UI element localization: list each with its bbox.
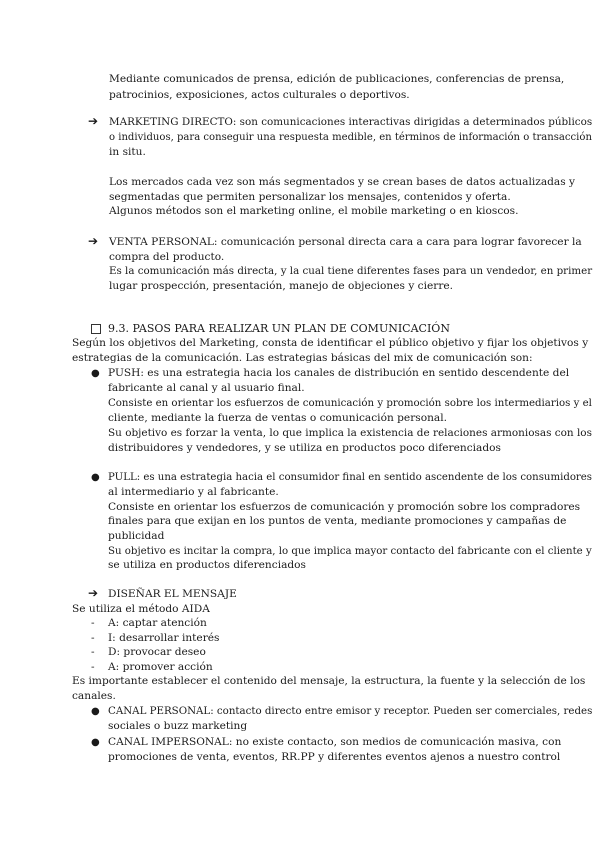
bullet-icon: ● [91,706,100,717]
disenar-heading: DISEÑAR EL MENSAJE [108,588,237,600]
push-line-5: Su objetivo es forzar la venta, lo que implica la existencia de relaciones armoniosas con los [108,427,592,439]
dash-icon: - [91,646,95,658]
pull-line-4: finales para que exijan en los puntos de venta, mediante promociones y campañas de [108,515,567,527]
bullet-icon: ● [91,368,100,379]
venta-personal-line-2: compra del producto. [109,251,225,263]
aida-item-a2: A: promover acción [108,661,213,673]
bullet-icon: ● [91,737,100,748]
aida-item-i: I: desarrollar interés [108,632,220,644]
venta-personal-line-3: Es la comunicación más directa, y la cual tiene diferentes fases para un vendedor, en primer [109,265,593,277]
aida-item-a: A: captar atención [108,617,207,629]
canal-impersonal-line-2: promociones de venta, eventos, RR.PP y diferentes eventos ajenos a nuestro control [108,751,561,763]
push-line-3: Consiste en orientar los esfuerzos de comunicación y promoción sobre los intermediarios y el [108,397,592,409]
arrow-icon: ➔ [88,234,99,248]
canal-personal-line-1: CANAL PERSONAL: contacto directo entre emisor y receptor. Pueden ser comerciales, redes [108,705,593,717]
mercados-line-1: Los mercados cada vez son más segmentados y se crean bases de datos actualizadas y [109,176,576,188]
intro-line-1: Mediante comunicados de prensa, edición de publicaciones, conferencias de prensa, [109,73,565,85]
pull-line-7: se utiliza en productos diferenciados [108,559,306,571]
checkbox-icon [91,324,101,334]
push-line-2: fabricante al canal y al usuario final. [108,382,305,394]
push-line-6: distribuidores y vendedores, y se utiliza en productos poco diferenciados [108,442,501,454]
bullet-icon: ● [91,472,100,483]
marketing-directo-line-3: in situ. [109,146,146,158]
venta-personal-line-4: lugar prospección, presentación, manejo de objeciones y cierre. [109,280,454,292]
pull-line-1: PULL: es una estrategia hacia el consumidor final en sentido ascendente de los consumidores [108,471,592,483]
canal-personal-line-2: sociales o buzz marketing [108,720,248,732]
venta-personal-line-1: VENTA PERSONAL: comunicación personal directa cara a cara para lograr favorecer la [109,236,582,248]
marketing-directo-line-1: MARKETING DIRECTO: son comunicaciones interactivas dirigidas a determinados públicos [109,116,593,128]
mercados-line-2: segmentadas que permiten personalizar los mensajes, contenidos y oferta. [109,191,511,203]
dash-icon: - [91,617,95,629]
section-intro-line-1: Según los objetivos del Marketing, consta de identificar el público objetivo y fijar los objetivos y [72,337,589,349]
mercados-line-3: Algunos métodos son el marketing online, el mobile marketing o en kioscos. [109,205,519,217]
dash-icon: - [91,632,95,644]
push-line-4: cliente, mediante la fuerza de ventas o comunicación personal. [108,412,447,424]
aida-item-d: D: provocar deseo [108,646,206,658]
aida-intro: Se utiliza el método AIDA [72,603,210,615]
pull-line-6: Su objetivo es incitar la compra, lo que implica mayor contacto del fabricante con el cliente y [108,545,592,557]
arrow-icon: ➔ [88,114,99,128]
importante-line-1: Es importante establecer el contenido del mensaje, la estructura, la fuente y la selección de los [72,675,586,687]
pull-line-5: publicidad [108,530,165,542]
canal-impersonal-line-1: CANAL IMPERSONAL: no existe contacto, son medios de comunicación masiva, con [108,736,562,748]
dash-icon: - [91,661,95,673]
section-heading: 9.3. PASOS PARA REALIZAR UN PLAN DE COMUNICACIÓN [108,322,450,335]
arrow-icon: ➔ [88,586,99,600]
pull-line-3: Consiste en orientar los esfuerzos de comunicación y promoción sobre los compradores [108,501,581,513]
intro-line-2: patrocinios, exposiciones, actos culturales o deportivos. [109,89,410,101]
section-intro-line-2: estrategias de la comunicación. Las estrategias básicas del mix de comunicación son: [72,352,533,364]
push-line-1: PUSH: es una estrategia hacia los canales de distribución en sentido descendente del [108,367,570,379]
importante-line-2: canales. [72,690,116,702]
marketing-directo-line-2: o individuos, para conseguir una respuesta medible, en términos de información o transacción [109,131,592,143]
pull-line-2: al intermediario y al fabricante. [108,486,279,498]
